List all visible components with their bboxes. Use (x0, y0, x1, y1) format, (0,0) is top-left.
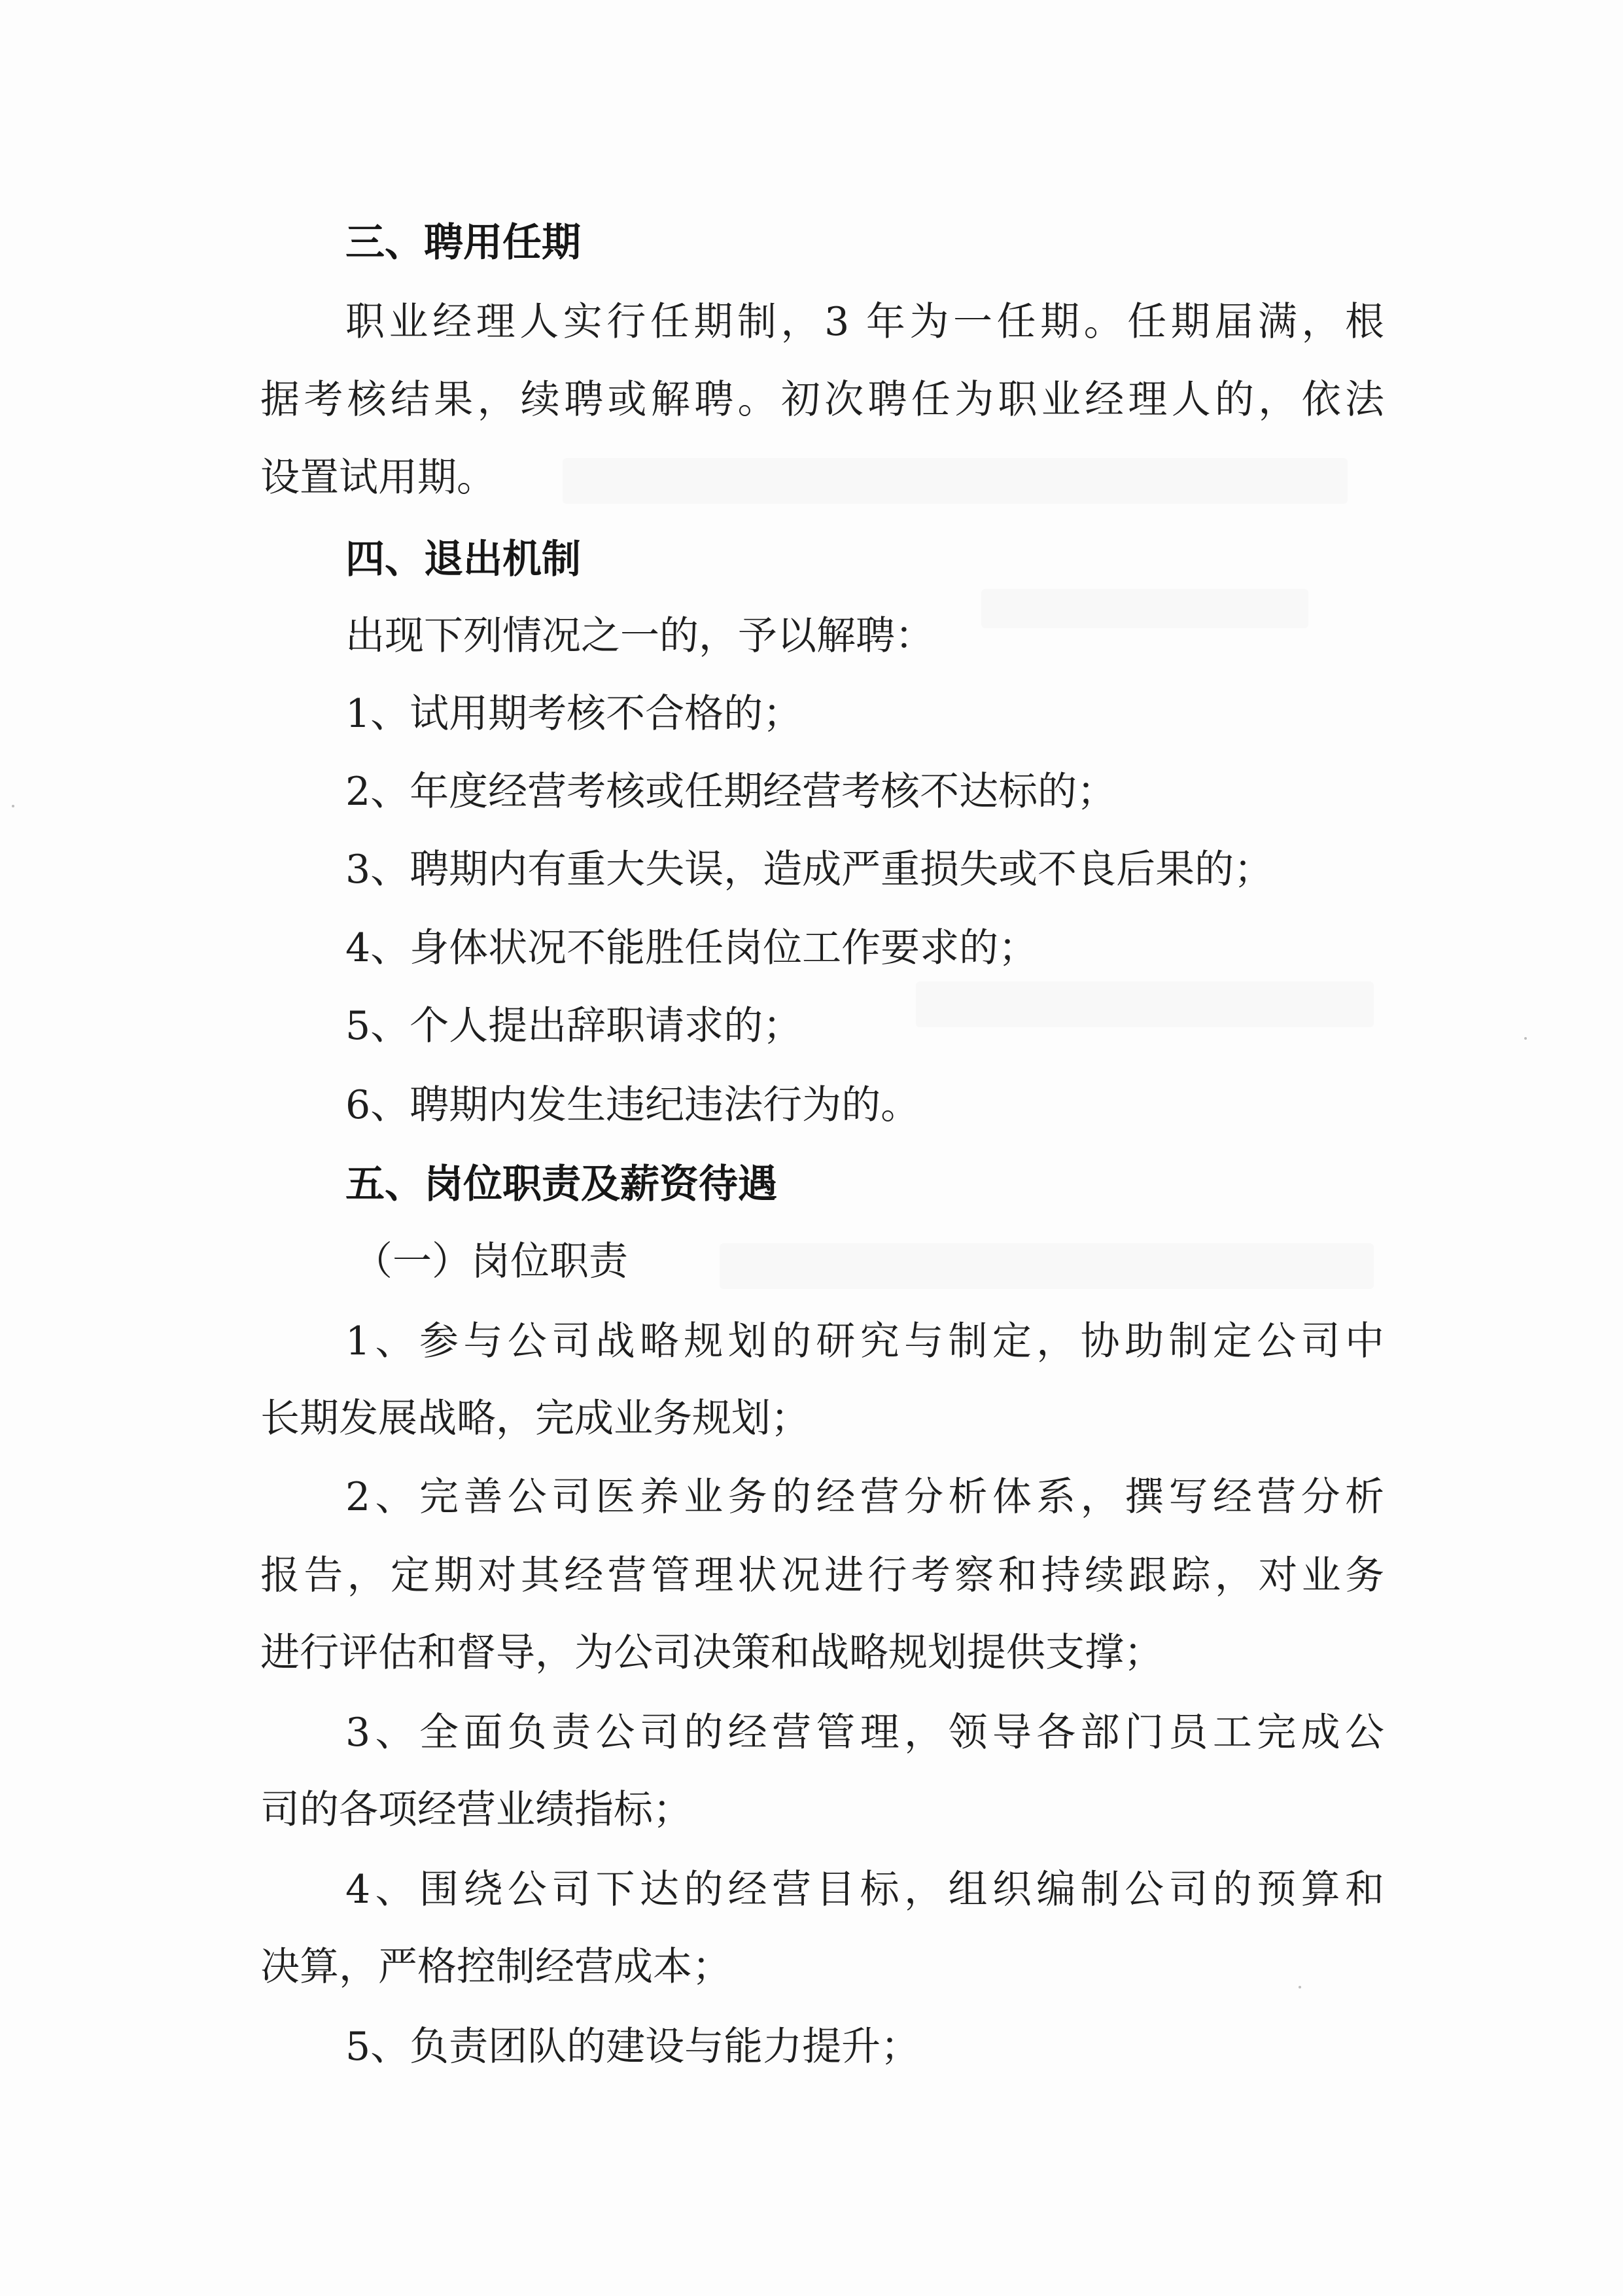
paragraph-line: 1、参与公司战略规划的研究与制定，协助制定公司中 (345, 1318, 1384, 1364)
list-item: 5、个人提出辞职请求的； (345, 1003, 803, 1049)
scan-shadow (916, 981, 1374, 1027)
section-heading: 四、退出机制 (345, 537, 581, 582)
paragraph-line: 据考核结果，续聘或解聘。初次聘任为职业经理人的，依法 (260, 377, 1384, 423)
scan-shadow (563, 458, 1348, 504)
scan-speck (12, 805, 14, 807)
list-item: 1、试用期考核不合格的； (345, 691, 803, 737)
paragraph-line: 3、全面负责公司的经营管理，领导各部门员工完成公 (345, 1710, 1384, 1756)
scan-speck (1524, 1037, 1527, 1040)
scan-shadow (720, 1243, 1374, 1289)
paragraph-line: 决算，严格控制经营成本； (260, 1944, 731, 1990)
paragraph-line: 5、负责团队的建设与能力提升； (345, 2024, 920, 2070)
paragraph-line: 出现下列情况之一的，予以解聘： (345, 613, 934, 659)
scan-speck (1299, 1986, 1301, 1988)
list-item: 3、聘期内有重大失误，造成严重损失或不良后果的； (345, 847, 1274, 892)
sub-heading: （一）岗位职责 (353, 1239, 628, 1284)
paragraph-line: 2、完善公司医养业务的经营分析体系，撰写经营分析 (345, 1474, 1384, 1520)
section-heading: 三、聘用任期 (345, 220, 581, 266)
scan-shadow (981, 589, 1308, 628)
list-item: 4、身体状况不能胜任岗位工作要求的； (345, 925, 1038, 971)
list-item: 2、年度经营考核或任期经营考核不达标的； (345, 769, 1117, 815)
list-item: 6、聘期内发生违纪违法行为的。 (345, 1082, 920, 1128)
paragraph-line: 长期发展战略，完成业务规划； (260, 1396, 810, 1441)
section-heading: 五、岗位职责及薪资待遇 (345, 1161, 777, 1207)
paragraph-line: 职业经理人实行任期制，3 年为一任期。任期届满，根 (345, 299, 1384, 345)
paragraph-line: 4、围绕公司下达的经营目标，组织编制公司的预算和 (345, 1867, 1384, 1913)
paragraph-line: 司的各项经营业绩指标； (260, 1787, 692, 1833)
paragraph-line: 设置试用期。 (260, 455, 496, 501)
paragraph-line: 报告，定期对其经营管理状况进行考察和持续跟踪，对业务 (260, 1553, 1384, 1598)
paragraph-line: 进行评估和督导，为公司决策和战略规划提供支撑； (260, 1630, 1163, 1676)
